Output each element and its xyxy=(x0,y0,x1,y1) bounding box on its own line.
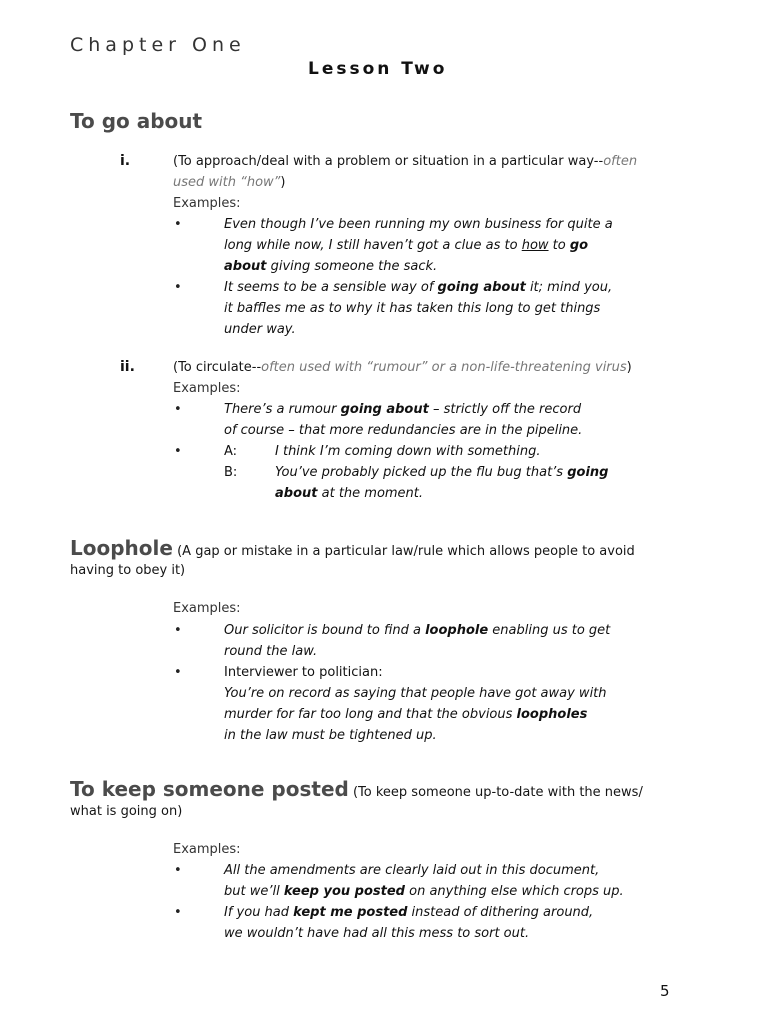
bullet-icon: • xyxy=(174,863,182,878)
bullet-icon: • xyxy=(174,444,182,459)
bullet-icon: • xyxy=(174,402,182,417)
bullet-icon: • xyxy=(174,280,182,295)
example-text-part: murder for far too long and that the obvious xyxy=(224,707,517,722)
bullet-icon: • xyxy=(174,905,182,920)
heading-keep-posted: To keep someone posted xyxy=(70,777,349,801)
example-text-part: Our solicitor is bound to find a xyxy=(224,623,426,638)
page-number: 5 xyxy=(660,982,670,1000)
chapter-title: Chapter One xyxy=(70,34,246,56)
example-text: round the law. xyxy=(224,644,318,659)
example-underlined: how xyxy=(521,238,549,253)
definition-ii-note: often used with “rumour” or a non-life-threatening virus xyxy=(261,360,627,375)
example-keyword: loophole xyxy=(425,623,489,638)
bullet-icon: • xyxy=(174,623,182,638)
example-text: You’re on record as saying that people have got away with xyxy=(224,686,607,701)
example-text-part: it; mind you, xyxy=(525,280,613,295)
example-text: we wouldn’t have had all this mess to sort out. xyxy=(224,926,530,941)
example-text xyxy=(224,238,588,253)
example-keyword: going about xyxy=(437,280,526,295)
examples-label: Examples: xyxy=(173,381,241,396)
example-text xyxy=(224,623,610,638)
example-text-part: long while now, I still haven’t got a clue as to xyxy=(224,238,522,253)
heading-go-about: To go about xyxy=(70,109,203,133)
example-text xyxy=(224,884,624,899)
definition-ii-close: ) xyxy=(626,360,632,375)
definition-i-cont xyxy=(173,175,285,190)
example-text-part: instead of dithering around, xyxy=(407,905,594,920)
heading-loophole: Loophole xyxy=(70,536,173,560)
example-text xyxy=(224,259,437,274)
example-text-part: on anything else which crops up. xyxy=(405,884,624,899)
definition-i xyxy=(173,154,637,169)
example-keyword: loopholes xyxy=(516,707,588,722)
definition-loophole-cont: having to obey it) xyxy=(70,563,186,578)
example-text xyxy=(224,905,593,920)
example-keyword: going about xyxy=(340,402,429,417)
definition-ii xyxy=(173,360,632,375)
example-text: under way. xyxy=(224,322,296,337)
example-text-part: but we’ll xyxy=(224,884,284,899)
example-text-part: to xyxy=(548,238,570,253)
example-text xyxy=(224,280,612,295)
examples-label: Examples: xyxy=(173,196,241,211)
example-keyword: about xyxy=(275,486,318,501)
definition-keep-posted-cont: what is going on) xyxy=(70,804,183,819)
example-text: it baffles me as to why it has taken this long to get things xyxy=(224,301,601,316)
dialogue-speaker-b: B: xyxy=(224,465,238,480)
definition-loophole: (A gap or mistake in a particular law/rule which allows people to avoid xyxy=(177,544,635,559)
example-intro: Interviewer to politician: xyxy=(224,665,383,680)
examples-label: Examples: xyxy=(173,842,241,857)
example-keyword: about xyxy=(224,259,267,274)
keep-posted-entry xyxy=(70,777,643,801)
example-keyword: kept me posted xyxy=(293,905,408,920)
dialogue-line-b xyxy=(275,465,608,480)
sense-number-ii: ii. xyxy=(120,359,135,375)
definition-i-note-line1: often xyxy=(603,154,638,169)
example-text-part: If you had xyxy=(224,905,294,920)
dialogue-line-a: I think I’m coming down with something. xyxy=(275,444,541,459)
example-keyword: going xyxy=(567,465,609,480)
definition-i-main: (To approach/deal with a problem or situation in a particular way-- xyxy=(173,154,604,169)
example-text xyxy=(224,402,581,417)
loophole-entry xyxy=(70,536,635,560)
example-keyword: go xyxy=(569,238,589,253)
example-text-part: You’ve probably picked up the flu bug that’s xyxy=(275,465,568,480)
example-text: in the law must be tightened up. xyxy=(224,728,437,743)
dialogue-speaker-a: A: xyxy=(224,444,238,459)
example-text-part: There’s a rumour xyxy=(224,402,341,417)
definition-ii-main: (To circulate-- xyxy=(173,360,262,375)
example-keyword: keep you posted xyxy=(283,884,405,899)
example-text: of course – that more redundancies are in the pipeline. xyxy=(224,423,583,438)
example-text-part: enabling us to get xyxy=(488,623,611,638)
bullet-icon: • xyxy=(174,665,182,680)
bullet-icon: • xyxy=(174,217,182,232)
example-text-part: at the moment. xyxy=(317,486,424,501)
examples-label: Examples: xyxy=(173,601,241,616)
example-text-part: – strictly off the record xyxy=(428,402,582,417)
example-text: All the amendments are clearly laid out in this document, xyxy=(224,863,600,878)
dialogue-line-b-cont xyxy=(275,486,423,501)
example-text xyxy=(224,707,587,722)
lesson-title: Lesson Two xyxy=(308,59,448,79)
example-text-part: It seems to be a sensible way of xyxy=(224,280,438,295)
definition-i-note-line2: used with “how” xyxy=(173,175,281,190)
definition-keep-posted: (To keep someone up-to-date with the news/ xyxy=(352,785,643,800)
example-text-part: giving someone the sack. xyxy=(266,259,438,274)
definition-i-close: ) xyxy=(280,175,286,190)
example-text: Even though I’ve been running my own business for quite a xyxy=(224,217,613,232)
sense-number-i: i. xyxy=(120,153,131,169)
